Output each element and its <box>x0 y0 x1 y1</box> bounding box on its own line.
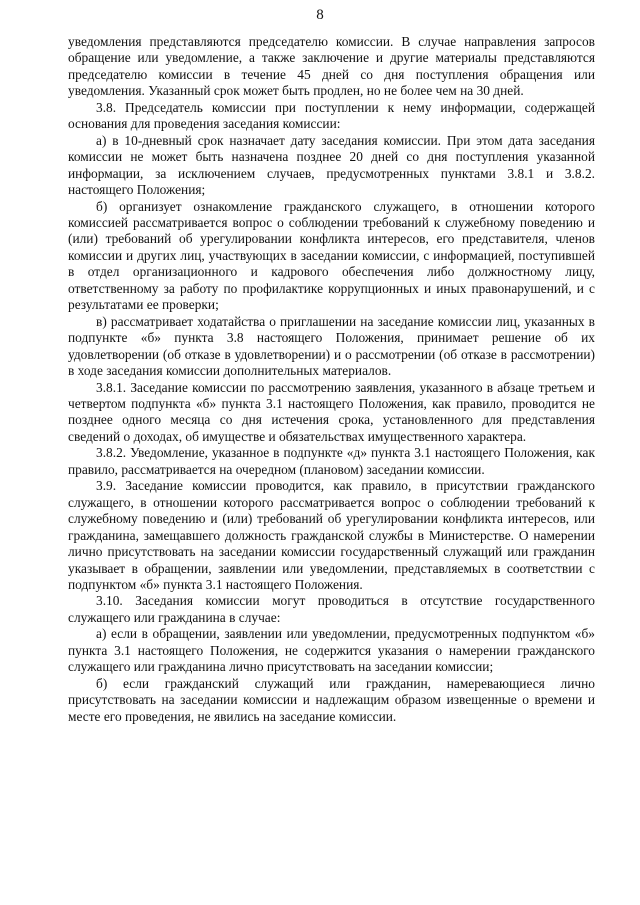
paragraph-3-10: 3.10. Заседания комиссии могут проводиться в отсутствие государственного служащего или гражданина в случае: <box>68 593 595 625</box>
paragraph-continuation: уведомления представляются председателю комиссии. В случае направления запросов обращение или уведомление, а также заключение и другие материалы представляются председателю комиссии в течение 45 дней со дня поступления обращения или уведомления. Указанный срок может быть продлен, но не более чем на 30 дней. <box>68 34 595 99</box>
paragraph-3-10-b: б) если гражданский служащий или гражданин, намеревающиеся лично присутствовать на заседании комиссии и надлежащим образом извещенные о времени и месте его проведения, не явились на заседание комиссии. <box>68 675 595 724</box>
paragraph-3-8: 3.8. Председатель комиссии при поступлении к нему информации, содержащей основания для проведения заседания комиссии: <box>68 99 595 132</box>
paragraph-3-8-1: 3.8.1. Заседание комиссии по рассмотрению заявления, указанного в абзаце третьем и четвертом подпункта «б» пункта 3.1 настоящего Положения, как правило, проводится не позднее одного месяца со дня истечения срока, установленного для представления сведений о доходах, об имуществе и обязательствах имущественного характера. <box>68 379 595 444</box>
paragraph-3-9: 3.9. Заседание комиссии проводится, как правило, в присутствии гражданского служащего, в отношении которого рассматривается вопрос о соблюдении требований к служебному поведению и (или) требований об урегулировании конфликта интересов, или гражданина, замещавшего должность гражданской службы в Министерстве. О намерении лично присутствовать на заседании комиссии государственный служащий или гражданин указывает в обращении, заявлении или уведомлении, представляемых в соответствии с подпунктом «б» пункта 3.1 настоящего Положения. <box>68 478 595 592</box>
paragraph-3-8-b: б) организует ознакомление гражданского служащего, в отношении которого комиссией рассматривается вопрос о соблюдении требований к служебному поведению и (или) требований об урегулировании конфликта интересов, его представителя, членов комиссии и других лиц, участвующих в заседании комиссии, с информацией, поступившей в отдел организационного и кадрового обеспечения либо должностному лицу, ответственному за работу по профилактике коррупционных и иных правонарушений, и с результатами ее проверки; <box>68 198 595 313</box>
paragraph-3-8-v: в) рассматривает ходатайства о приглашении на заседание комиссии лиц, указанных в подпункте «б» пункта 3.8 настоящего Положения, принимает решение об их удовлетворении (об отказе в удовлетворении) и о рассмотрении (об отказе в рассмотрении) в ходе заседания комиссии дополнительных материалов. <box>68 313 595 379</box>
paragraph-3-8-2: 3.8.2. Уведомление, указанное в подпункте «д» пункта 3.1 настоящего Положения, как правило, рассматривается на очередном (плановом) заседании комиссии. <box>68 445 595 477</box>
document-body <box>68 34 595 725</box>
paragraph-3-10-a: а) если в обращении, заявлении или уведомлении, предусмотренных подпунктом «б» пункта 3.1 настоящего Положения, не содержится указания о намерении гражданского служащего или гражданина лично присутствовать на заседании комиссии; <box>68 626 595 675</box>
paragraph-3-8-a: а) в 10-дневный срок назначает дату заседания комиссии. При этом дата заседания комиссии не может быть назначена позднее 20 дней со дня поступления указанной информации, за исключением случаев, предусмотренных пунктами 3.8.1 и 3.8.2. настоящего Положения; <box>68 132 595 198</box>
page-number: 8 <box>316 7 324 23</box>
